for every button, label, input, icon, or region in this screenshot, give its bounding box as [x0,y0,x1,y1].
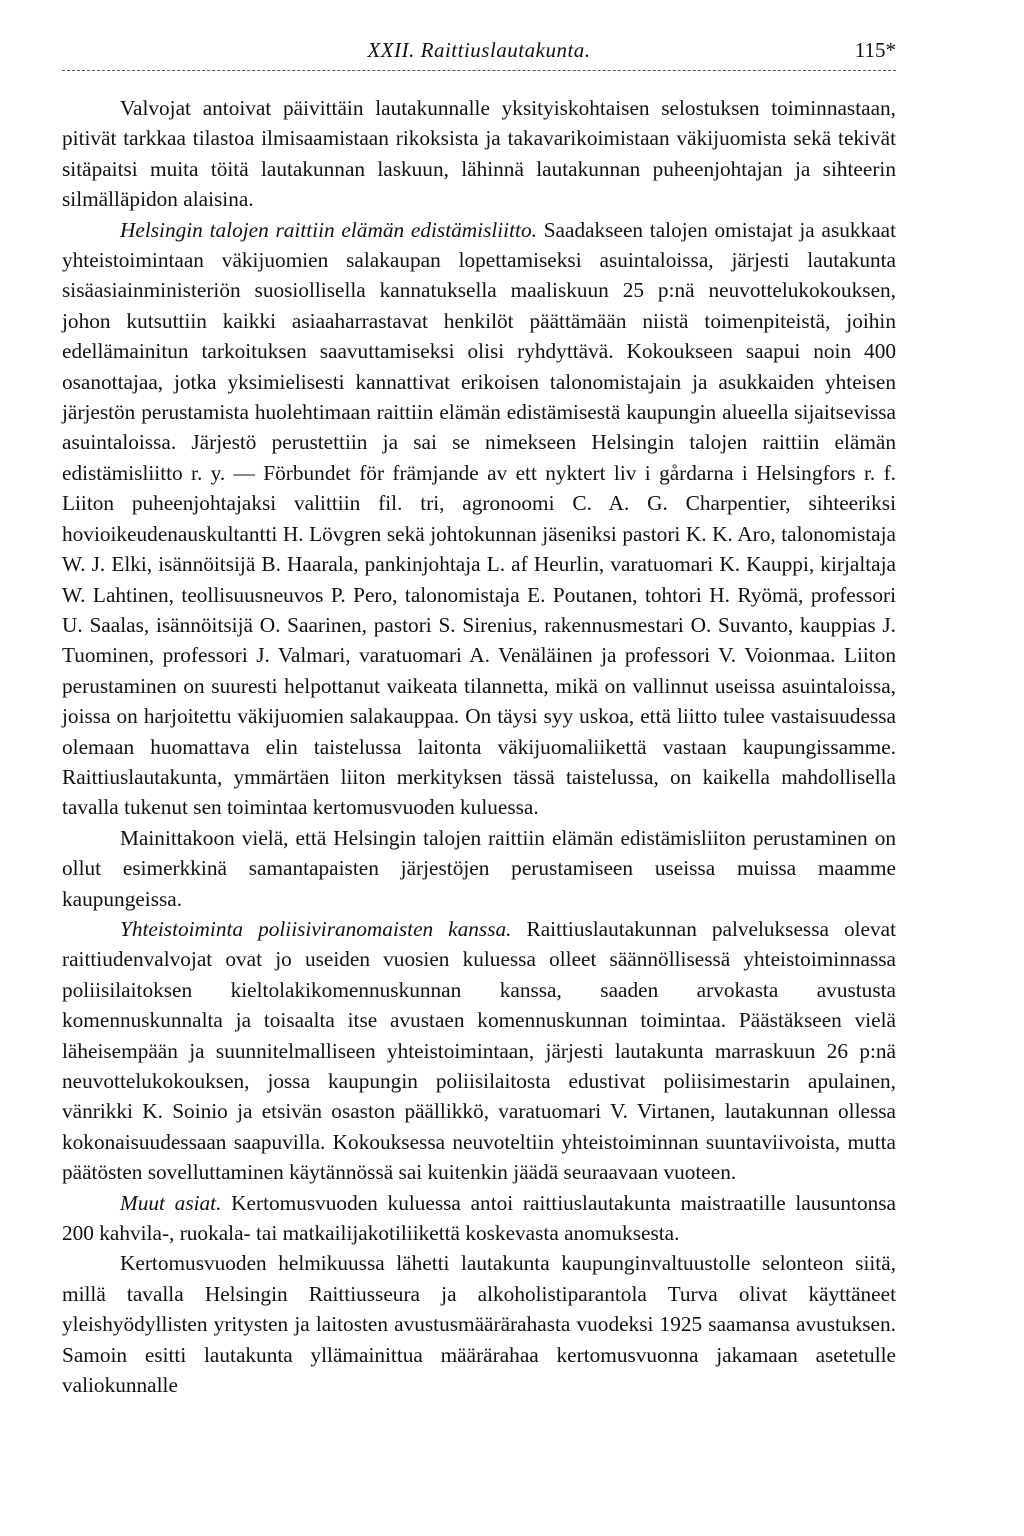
running-header-title: XXII. Raittiuslautakunta. [367,38,591,62]
section-heading: Yhteistoiminta poliisiviranomaisten kanssa. [120,916,512,941]
page-number: 115* [854,38,896,62]
paragraph [62,1248,896,1400]
paragraph [62,823,896,914]
paragraph-text: Valvojat antoivat päivittäin lautakunnalle yksityiskohtaisen selostuksen toiminnastaan, pitivät tarkkaa tilastoa ilmisaamistaan rikoksista ja takavarikoimistaan väkijuomista sekä tekivät sitäpaitsi muita töitä lautakunnan laskuun, lähinnä lautakunnan puheenjohtajan ja sihteerin silmälläpidon alaisina. [62,96,896,212]
paragraph [62,914,896,1188]
paragraph-text: Saadakseen talojen omistajat ja asukkaat yhteistoimintaan väkijuomien salakaupan lopettamiseksi asuintaloissa, järjesti lautakunta sisäasiainministeriön suosiollisella kannatuksella maaliskuun 25 p:nä neuvottelukokouksen, johon kutsuttiin kaikki asiaaharrastavat henkilöt päättämään niistä toimenpiteistä, joihin edellämainitun tarkoituksen saavuttamiseksi olisi ryhdyttävä. Kokoukseen saapui noin 400 osanottajaa, jotka yksimielisesti kannattivat erikoisen talonomistajain ja asukkaiden yhteisen järjestön perustamista huolehtimaan raittiin elämän edistämisestä kaupungin alueella sijaitsevissa asuintaloissa. Järjestö perustettiin ja sai se nimekseen Helsingin talojen raittiin elämän edistämisliitto r. y. — Förbundet för främjande av ett nyktert liv i gårdarna i Helsingfors r. f. Liiton puheenjohtajaksi valittiin fil. tri, agronoomi C. A. G. Charpentier, sihteeriksi hovioikeudenauskultantti H. Lövgren sekä johtokunnan jäseniksi pastori K. K. Aro, talonomistaja W. J. Elki, isännöitsijä B. Haarala, pankinjohtaja L. af Heurlin, varatuomari K. Kauppi, kirjaltaja W. Lahtinen, teollisuusneuvos P. Pero, talonomistaja E. Poutanen, tohtori H. Ryömä, professori U. Saalas, isännöitsijä O. Saarinen, pastori S. Sirenius, rakennusmestari O. Suvanto, kauppias J. Tuominen, professori J. Valmari, varatuomari A. Venäläinen ja professori V. Voionmaa. Liiton perustaminen on suuresti helpottanut vaikeata tilannetta, mikä on vallinnut useissa asuintaloissa, joissa on harjoitettu väkijuomien salakauppaa. On täysi syy uskoa, että liitto tulee vastaisuudessa olemaan huomattava elin taistelussa laitonta väkijuomaliikettä vastaan kaupungissamme. Raittiuslautakunta, ymmärtäen liiton merkityksen tässä taistelussa, on kaikella mahdollisella tavalla tukenut sen toimintaa kertomusvuoden kuluessa. [62,217,897,820]
paragraph [62,1188,896,1249]
section-heading: Helsingin talojen raittiin elämän edistämisliitto. [120,217,537,242]
document-page [62,38,896,1400]
paragraph-text: Raittiuslautakunnan palveluksessa olevat raittiudenvalvojat ovat jo useiden vuosien kuluessa olleet säännöllisessä yhteistoiminnassa poliisilaitoksen kieltolakikomennuskunnan kanssa, saaden arvokasta avustusta komennuskunnalta ja toisaalta itse avustaen komennuskunnan toimintaa. Päästäkseen vielä läheisempään ja suunnitelmalliseen yhteistoimintaan, järjesti lautakunta marraskuun 26 p:nä neuvottelukokouksen, jossa kaupungin poliisilaitosta edustivat poliisimestarin apulainen, vänrikki K. Soinio ja etsivän osaston päällikkö, varatuomari V. Virtanen, lautakunnan ollessa kokonaisuudessaan saapuvilla. Kokouksessa neuvoteltiin yhteistoiminnan suuntaviivoista, mutta päätösten sovelluttaminen käytännössä sai kuitenkin jäädä seuraavaan vuoteen. [62,916,896,1185]
paragraph-text: Kertomusvuoden helmikuussa lähetti lautakunta kaupunginvaltuustolle selonteon siitä, millä tavalla Helsingin Raittiusseura ja alkoholistiparantola Turva olivat käyttäneet yleishyödyllisten yritysten ja laitosten avustusmäärärahasta vuodeksi 1925 saamansa avustuksen. Samoin esitti lautakunta yllämainittua määrärahaa kertomusvuonna jakamaan asetetulle valiokunnalle [62,1251,896,1398]
section-heading: Muut asiat. [120,1190,222,1215]
body-text [62,93,896,1400]
running-header [62,38,896,71]
paragraph [62,93,896,215]
paragraph [62,215,896,823]
paragraph-text: Mainittakoon vielä, että Helsingin talojen raittiin elämän edistämisliiton perustaminen on ollut esimerkkinä samantapaisten järjestöjen perustamiseen useissa muissa maamme kaupungeissa. [62,825,896,911]
paragraph-text: Kertomusvuoden kuluessa antoi raittiuslautakunta maistraatille lausuntonsa 200 kahvila-, ruokala- tai matkailijakotiliikettä koskevasta anomuksesta. [62,1190,896,1246]
